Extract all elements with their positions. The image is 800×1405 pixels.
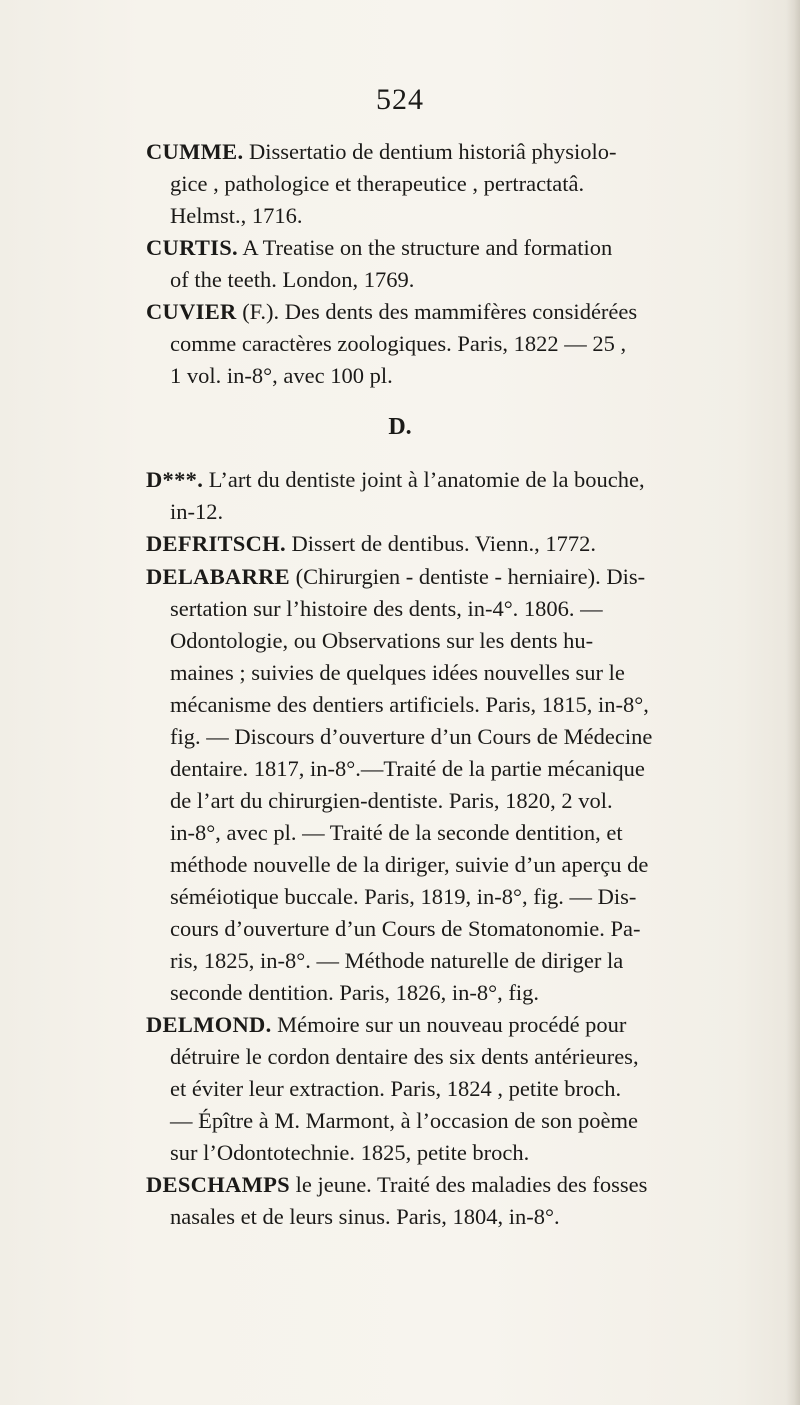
entry-delabarre-line-5: mécanisme des dentiers artificiels. Paris, 1815, in-8°, [170,692,649,717]
entry-delmond-line-5: sur l’Odontotechnie. 1825, petite broch. [170,1140,530,1165]
entry-delabarre-line-3: Odontologie, ou Observations sur les dents hu- [170,628,594,653]
entry-head: CUVIER [146,299,237,324]
entry-head: CUMME. [146,139,244,164]
entry-head: DELABARRE [146,564,290,589]
entry-d-line-1: D***. L’art du dentiste joint à l’anatomie de la bouche, [146,467,645,492]
entry-cumme-line-2: gice , pathologice et therapeutice , pertractatâ. [170,171,585,196]
entry-deschamps-line-1: DESCHAMPS le jeune. Traité des maladies des fosses [146,1172,648,1197]
entry-delabarre-line-6: fig. — Discours d’ouverture d’un Cours de Médecine [170,724,653,749]
entry-d-line-2: in-12. [170,499,224,524]
entry-curtis-line-2: of the teeth. London, 1769. [170,267,415,292]
entry-delabarre-line-10: méthode nouvelle de la diriger, suivie d’un aperçu de [170,852,649,877]
page-number: 524 [376,83,424,116]
entry-head: CURTIS. [146,235,238,260]
entry-delabarre-line-12: cours d’ouverture d’un Cours de Stomatonomie. Pa- [170,916,641,941]
entry-delabarre-line-4: maines ; suivies de quelques idées nouvelles sur le [170,660,625,685]
entry-head: DEFRITSCH. [146,531,286,556]
entry-delabarre-line-7: dentaire. 1817, in-8°.—Traité de la partie mécanique [170,756,645,781]
entry-defritsch-line-1: DEFRITSCH. Dissert de dentibus. Vienn., 1772. [146,531,596,556]
entry-head: D***. [146,467,204,492]
entry-delmond-line-1: DELMOND. Mémoire sur un nouveau procédé pour [146,1012,627,1037]
entry-delabarre-line-13: ris, 1825, in-8°. — Méthode naturelle de diriger la [170,948,624,973]
entry-delmond-line-4: — Épître à M. Marmont, à l’occasion de son poème [170,1108,638,1133]
entry-head: DELMOND. [146,1012,272,1037]
entry-delabarre-line-14: seconde dentition. Paris, 1826, in-8°, fig. [170,980,539,1005]
section-letter-d: D. [388,414,412,440]
entry-curtis-line-1: CURTIS. A Treatise on the structure and formation [146,235,613,260]
entry-deschamps-line-2: nasales et de leurs sinus. Paris, 1804, in-8°. [170,1204,560,1229]
entry-delabarre-line-1: DELABARRE (Chirurgien - dentiste - herniaire). Dis- [146,564,646,589]
entry-head: DESCHAMPS [146,1172,290,1197]
entry-cuvier-line-1: CUVIER (F.). Des dents des mammifères considérées [146,299,638,324]
page-edge-shadow [786,0,800,1405]
entry-cuvier-line-3: 1 vol. in-8°, avec 100 pl. [170,363,393,388]
entry-delabarre-line-9: in-8°, avec pl. — Traité de la seconde dentition, et [170,820,623,845]
entry-delmond-line-2: détruire le cordon dentaire des six dents antérieures, [170,1044,639,1069]
entry-delabarre-line-8: de l’art du chirurgien-dentiste. Paris, 1820, 2 vol. [170,788,613,813]
entry-cuvier-line-2: comme caractères zoologiques. Paris, 1822 — 25 , [170,331,627,356]
entry-cumme-line-3: Helmst., 1716. [170,203,303,228]
entry-delabarre-line-11: séméiotique buccale. Paris, 1819, in-8°, fig. — Dis- [170,884,637,909]
entry-delmond-line-3: et éviter leur extraction. Paris, 1824 , petite broch. [170,1076,622,1101]
entry-delabarre-line-2: sertation sur l’histoire des dents, in-4°. 1806. — [170,596,603,621]
entry-cumme-line-1: CUMME. Dissertatio de dentium historiâ physiolo- [146,139,617,164]
